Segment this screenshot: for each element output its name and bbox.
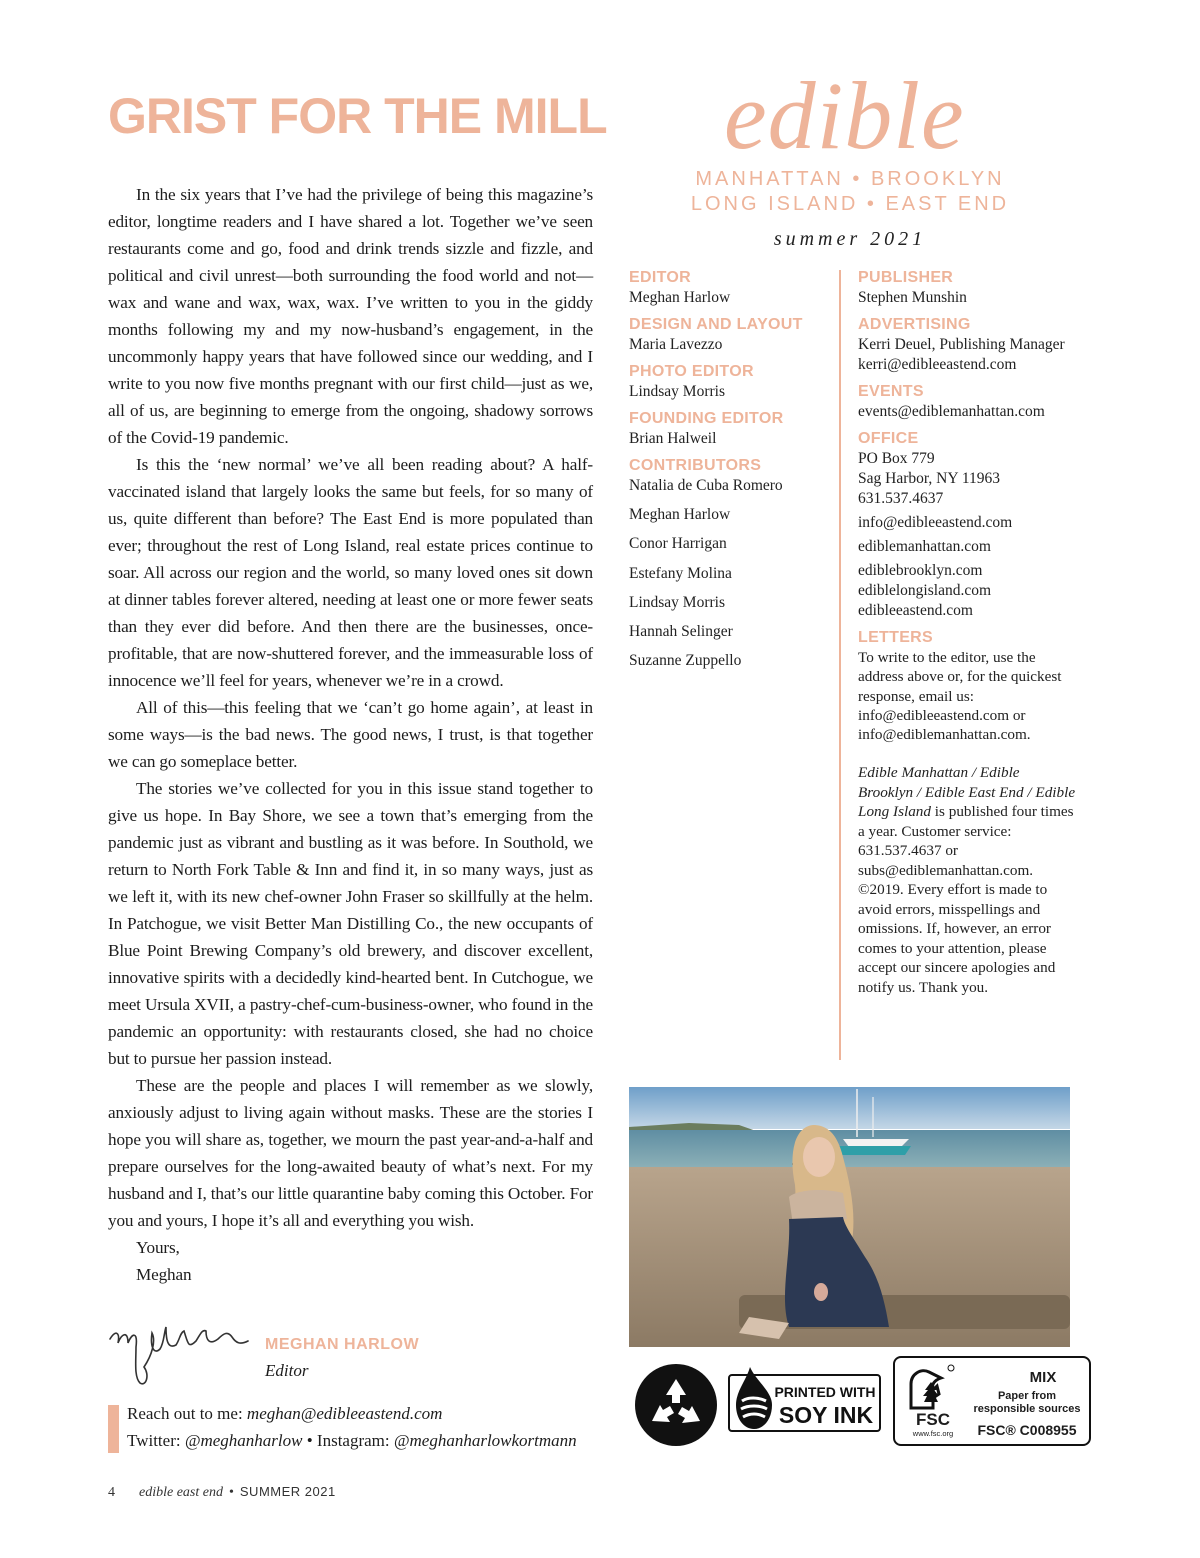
bullet-separator: •	[306, 1431, 313, 1450]
footer-issue: SUMMER 2021	[239, 1484, 336, 1499]
body-paragraph: These are the people and places I will remember as we slowly, anxiously adjust to living again without masks. These are the stories I hope you will share as, together, we mourn the past year-and-a-half and prepare ourselves for the long-awaited beauty of what’s next. For my husband and I, that’s our little quarantine baby coming this October. For you and yours, I hope it’s all and everything you wish.	[108, 1076, 594, 1230]
staff-column-right	[858, 268, 1078, 997]
contributor-name: Natalia de Cuba Romero	[629, 477, 783, 494]
instagram-label: Instagram:	[312, 1431, 394, 1450]
contact-email-label: Reach out to me:	[127, 1404, 247, 1423]
design-label: DESIGN AND LAYOUT	[629, 316, 803, 333]
social-line	[127, 1431, 577, 1451]
staff-column-left	[629, 268, 839, 676]
photo-editor-label: PHOTO EDITOR	[629, 363, 754, 380]
body-paragraph: The stories we’ve collected for you in this issue stand together to give us hope. In Bay Shore, we see a town that’s emerging from the pandemic just as vibrant and bustling as it was before. In Southold, we return to North Fork Table & Inn and find it, in so many ways, just as we left it, with its new chef-owner John Fraser so skillfully at the helm. In Patchogue, we visit Better Man Distilling Co., the new occupants of Blue Point Brewing Company’s old brewery, and discover excellent, innovative spirits with a decidedly kind-hearted bent. In Cutchogue, we meet Ursula XVII, a pastry-chef-cum-business-owner, who found in the pandemic an opportunity: with restaurants closed, she had no choice but to pursue her passion instead.	[108, 779, 593, 1068]
founding-editor-name: Brian Halweil	[629, 430, 717, 447]
editor-label: EDITOR	[629, 269, 691, 286]
editor-name: Meghan Harlow	[629, 289, 731, 306]
recycle-icon	[634, 1363, 718, 1447]
instagram-handle-link[interactable]: @meghanharlowkortmann	[393, 1431, 577, 1450]
publisher-name: Stephen Munshin	[858, 289, 967, 306]
footer-separator: •	[228, 1485, 234, 1500]
office-po-box: PO Box 779	[858, 450, 935, 467]
body-paragraph: In the six years that I’ve had the privilege of being this magazine’s editor, longtime readers and I have shared a lot. Together we’ve seen restaurants come and go, food and drink trends sizzle and fizzle, and political and civil unrest—both surrounding the food world and not—wax and wane and wax, wax, wax. I’ve written to you in the giddy months following my and my now-husband’s engagement, in the uncommonly happy years that have followed since our wedding, and I write to you now five months pregnant with our first child—just as we, all of us, are beginning to emerge from the ongoing, shadowy sorrows of the Covid-19 pandemic.	[108, 185, 593, 447]
accent-bar	[108, 1405, 119, 1453]
twitter-handle-link[interactable]: @meghanharlow	[184, 1431, 303, 1450]
fsc-wordmark: FSC	[916, 1410, 950, 1429]
closing: Yours,	[136, 1238, 180, 1257]
edible-logo: edible	[724, 62, 965, 169]
events-email[interactable]: events@ediblemanhattan.com	[858, 403, 1045, 420]
founding-editor-label: FOUNDING EDITOR	[629, 410, 784, 427]
contributor-name: Lindsay Morris	[629, 593, 726, 611]
fsc-tree-icon	[905, 1364, 961, 1414]
advertising-label: ADVERTISING	[858, 316, 971, 333]
office-email[interactable]: info@edibleeastend.com	[858, 514, 1013, 531]
page-footer	[108, 1484, 336, 1501]
letters-text: To write to the editor, use the address above or, for the quickest response, email us: info@edibleeastend.com or info@ediblemanhattan.com.	[858, 649, 1062, 744]
logo-regions-line2: LONG ISLAND • EAST END	[690, 193, 1010, 215]
page-number: 4	[108, 1485, 115, 1500]
publisher-label: PUBLISHER	[858, 269, 954, 286]
office-phone: 631.537.4637	[858, 490, 944, 507]
website-link[interactable]: ediblemanhattan.com	[858, 538, 991, 555]
advertising-email[interactable]: kerri@edibleeastend.com	[858, 356, 1017, 373]
issue-date: summer 2021	[773, 228, 927, 250]
twitter-label: Twitter:	[127, 1431, 185, 1450]
publication-disclaimer	[858, 763, 1078, 997]
contributor-name: Conor Harrigan	[629, 535, 727, 553]
body-paragraph: Is this the ‘new normal’ we’ve all been reading about? A half-vaccinated island that largely looks the same but feels, for so many of us, quite different than before? The East End is more populated than ever; throughout the rest of Long Island, real estate prices continue to soar. All across our region and the world, so many loved ones sit down at dinner tables forever altered, needing at least one or more fewer seats than they ever did before. And then there are the businesses, once-profitable, that are now-shuttered forever, and the immeasurable loss of innocence we’ll feel for years, whenever we’re in a crowd.	[108, 455, 593, 690]
letters-label: LETTERS	[858, 629, 933, 646]
contributors-label: CONTRIBUTORS	[629, 457, 762, 474]
design-name: Maria Lavezzo	[629, 336, 723, 353]
signature-name: MEGHAN HARLOW	[265, 1336, 420, 1353]
contributor-name: Suzanne Zuppello	[629, 652, 742, 670]
office-label: OFFICE	[858, 430, 919, 447]
soy-ink-line2: SOY INK	[778, 1402, 874, 1428]
contact-email-line	[127, 1404, 442, 1424]
signature-title: Editor	[265, 1361, 309, 1380]
contributor-name: Meghan Harlow	[629, 506, 731, 523]
soy-ink-line1: PRINTED WITH	[774, 1384, 876, 1400]
disclaimer-text: is published four times a year. Customer service: 631.537.4637 or subs@ediblemanhattan.com. ©2019. Every effort is made to avoid errors, misspellings and omissions. If, however, an error comes to your attention, please accept our sincere apologies and notify us. Thank you.	[858, 803, 1074, 996]
contributor-name: Hannah Selinger	[629, 623, 733, 641]
contact-email-link[interactable]: meghan@edibleeastend.com	[246, 1404, 443, 1423]
fsc-license-code: FSC® C008955	[977, 1422, 1077, 1438]
contributor-name: Estefany Molina	[629, 564, 732, 582]
article-headline: GRIST FOR THE MILL	[108, 88, 607, 144]
contributors-list	[629, 476, 839, 676]
soy-ink-icon	[728, 1365, 881, 1433]
events-label: EVENTS	[858, 383, 924, 400]
office-city: Sag Harbor, NY 11963	[858, 470, 1001, 487]
website-link[interactable]: ediblebrooklyn.com	[858, 562, 983, 579]
advertising-name: Kerri Deuel, Publishing Manager	[858, 336, 1065, 353]
fsc-mix-label: MIX	[1029, 1369, 1057, 1386]
disclaimer-titles: Edible Manhattan / Edible Brooklyn / Edible East End / Edible Long Island	[858, 764, 1076, 821]
website-link[interactable]: edibleeastend.com	[858, 602, 973, 619]
fsc-paper-label: Paper from responsible sources	[973, 1390, 1081, 1415]
column-divider	[839, 270, 841, 1060]
handwritten-signature	[106, 1315, 256, 1395]
logo-regions-line1: MANHATTAN • BROOKLYN	[695, 168, 1005, 190]
closing-name: Meghan	[136, 1265, 192, 1284]
photo-editor-name: Lindsay Morris	[629, 383, 726, 400]
article-body	[108, 181, 593, 1288]
website-link[interactable]: ediblelongisland.com	[858, 582, 992, 599]
footer-publication: edible east end	[139, 1485, 223, 1500]
fsc-url: www.fsc.org	[912, 1429, 954, 1438]
body-paragraph: All of this—this feeling that we ‘can’t go home again’, at least in some ways—is the bad news. The good news, I trust, is that together we can go someplace better.	[108, 698, 593, 771]
editor-beach-photo	[629, 1087, 1070, 1347]
